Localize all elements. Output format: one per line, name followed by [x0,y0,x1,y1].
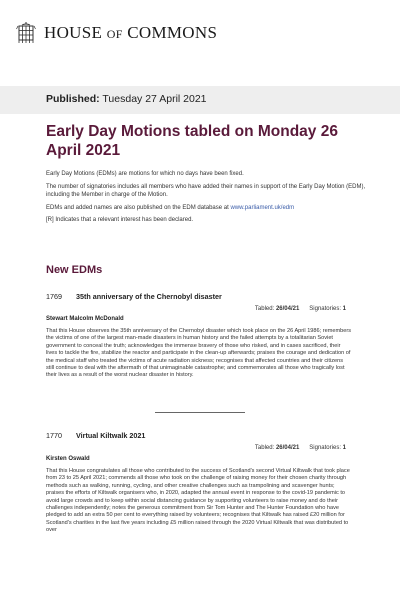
intro-paragraph-4: [R] Indicates that a relevant interest has been declared. [46,217,194,224]
tabled-date: 26/04/21 [275,445,300,451]
edm-meta: Tabled: 26/04/21 Signatories: 1 [254,306,346,312]
portcullis-logo-icon [16,21,36,45]
edm-motion-text: That this House observes the 35th anniversary of the Chernobyl disaster which took place on the 26 April 1986; remembers the victims of one of the largest man-made disasters in human history and the failed attempts by a totalitarian Soviet government to conceal the truth; acknowledges the immense bravery of those who risked, and in cases sacrificed, their lives to tackle the fire, stabilize the reactor and participate in the clean-up afterwards; praises the courage and dedication of the medical staff who treated the victims of acute radiation sickness; recognises that affected countries and their citizens still continue to deal with the aftermath of that unimaginable catastrophe; and commemorates all those who tragically lost their lives as a result of the worst nuclear disaster in history. [46,328,352,379]
edm-meta: Tabled: 26/04/21 Signatories: 1 [254,445,346,451]
intro-paragraph-2: The number of signatories includes all members who have added their names in support of the Early Day Motion (EDM), including the Member in charge of the Motion. [46,183,366,199]
section-heading-new-edms: New EDMs [46,264,103,276]
published-line [46,93,207,105]
edm-sponsor: Kirsten Oswald [46,456,90,462]
edm-heading [46,292,222,301]
divider-line [155,412,245,413]
edm-sponsor: Stewart Malcolm McDonald [46,316,124,322]
published-date: Tuesday 27 April 2021 [102,93,207,105]
intro-paragraph-3: EDMs and added names are also published on the EDM database at www.parliament.uk/edm [46,204,295,211]
house-of-commons-header [16,20,217,46]
edm-heading [46,431,145,440]
page-title: Early Day Motions tabled on Monday 26 April 2021 [46,123,338,159]
house-of-commons-wordmark: HOUSE OF COMMONS [44,23,218,42]
edm-motion-text: That this House congratulates all those who contributed to the success of Scotland's second Virtual Kiltwalk that took place from 23 to 25 April 2021; commends all those who took on the challenge of raising money for their chosen charity through methods such as walking, running, cycling, and other creative challenges such as trampolining and scavenger hunts; praises the efforts of Kiltwalk organisers who, in 2020, adapted the annual event in response to the covid-19 pandemic to avoid large crowds and to keep within social distancing guidance by supporting volunteers to raise money and do their challenges independently; notes the generous commitment from Sir Tom Hunter and The Hunter Foundation who have pledged to add an extra 50 per cent to everything raised by volunteers; recognises that Kiltwalk has raised £20 million for Scotland's charities in the last five years including £5 million raised through the 2020 Virtual Kiltwalk that was distributed to over [46,468,350,534]
edm-database-link[interactable]: www.parliament.uk/edm [230,204,295,211]
edm-number: 1769 [46,292,62,301]
edm-title: Virtual Kiltwalk 2021 [76,431,146,440]
edm-title: 35th anniversary of the Chernobyl disaster [76,292,222,301]
edm-number: 1770 [46,431,62,440]
signatory-count: 1 [342,445,346,451]
tabled-date: 26/04/21 [275,306,300,312]
intro-paragraph-1: Early Day Motions (EDMs) are motions for which no days have been fixed. [46,171,244,177]
published-label: Published: [46,93,100,105]
intro-text [46,170,376,229]
signatory-count: 1 [342,306,346,312]
